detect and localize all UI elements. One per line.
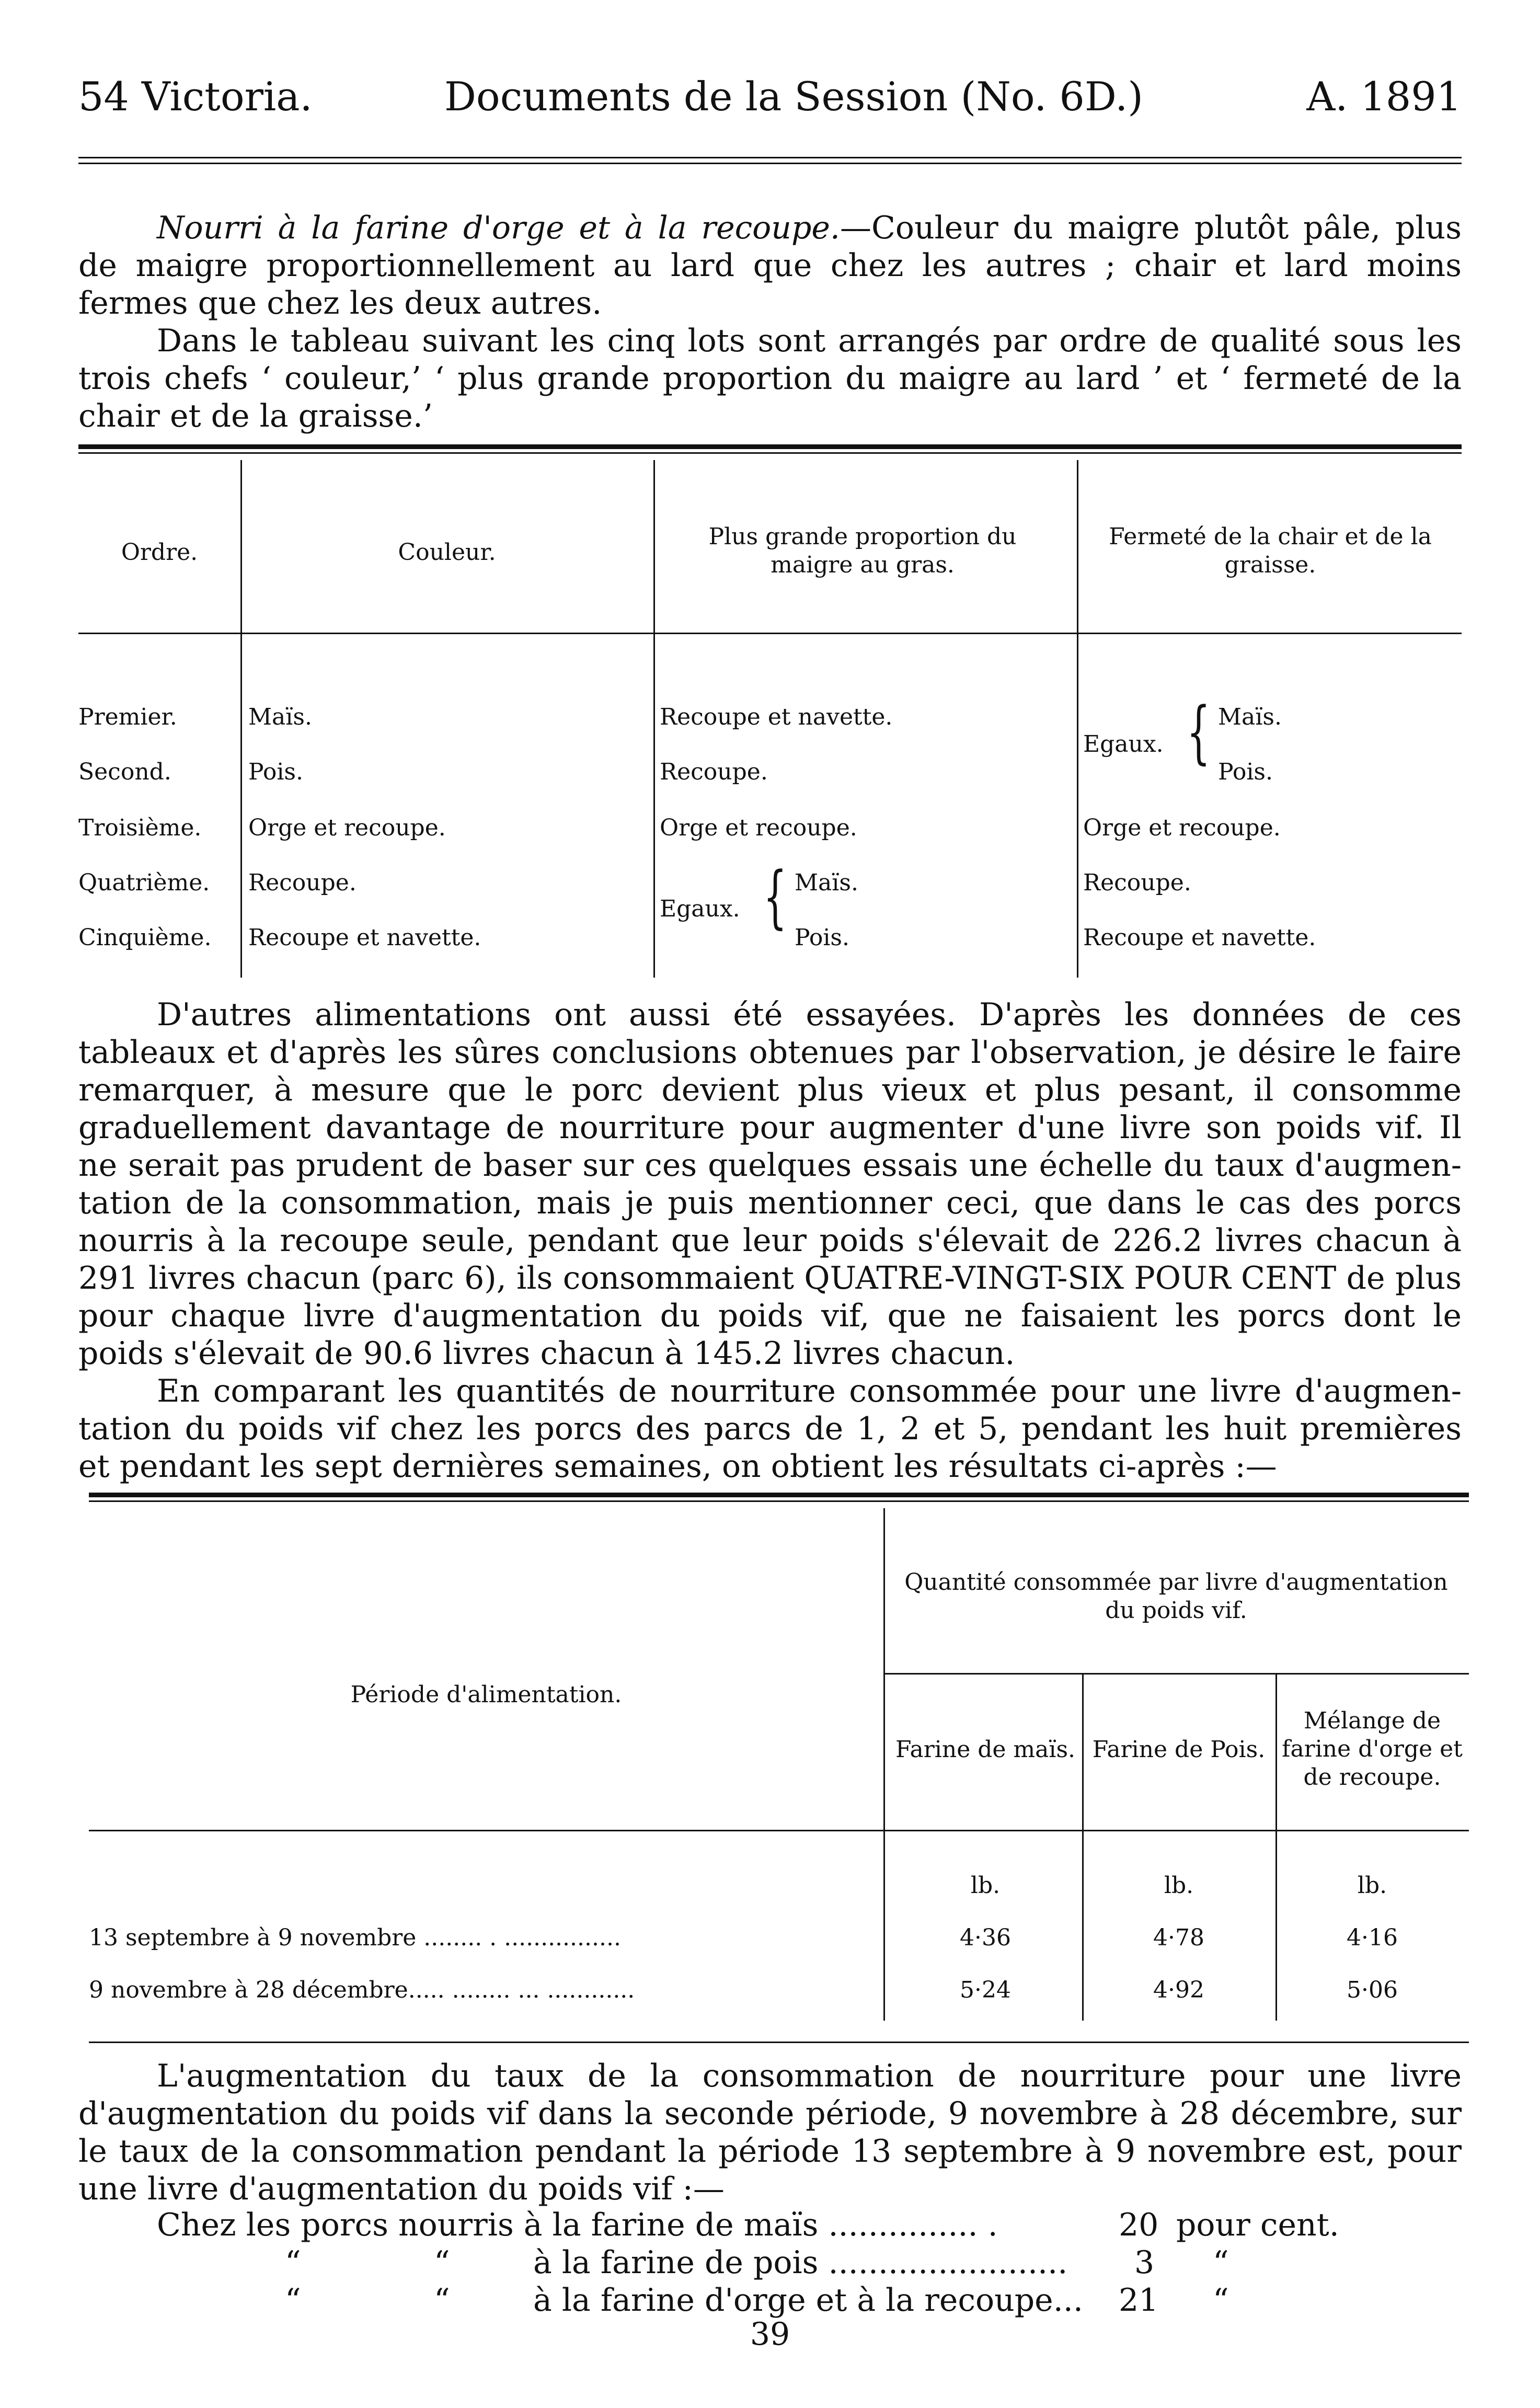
body-line: ne serait pas prudent de baser sur ces quelques essais une échelle du taux d'augmen- (78, 1147, 1462, 1184)
ditto-mark: “ (285, 2282, 301, 2319)
body-line: remarquer, à mesure que le porc devient plus vieux et plus pesant, il consomme (78, 1072, 1462, 1108)
table-cell: Orge et recoupe. (660, 815, 857, 841)
column-header-mais: Farine de maïs. (895, 1736, 1076, 1763)
table-cell: Orge et recoupe. (248, 815, 446, 841)
intro-paragraph-2 (78, 322, 1462, 435)
value-cell: 4·16 (1347, 1924, 1398, 1951)
list-unit: “ (1213, 2244, 1229, 2281)
list-label: Chez les porcs nourris à la farine de maïs (157, 2207, 819, 2243)
header-divider-rule (89, 1830, 1469, 1831)
egaux-item: Maïs. (795, 869, 858, 896)
body-line: pour chaque livre d'augmentation du poids vif, que ne faisaient les porcs dont le (78, 1298, 1462, 1334)
body-line: tableaux et d'après les sûres conclusions obtenues par l'observation, je désire le faire (78, 1034, 1462, 1071)
list-unit: pour cent. (1176, 2207, 1339, 2243)
unit-label: lb. (1164, 1872, 1194, 1899)
list-label: à la farine de pois (533, 2244, 819, 2281)
column-divider (240, 460, 242, 978)
table-cell: Recoupe et navette. (248, 924, 481, 951)
row-label: Premier. (78, 704, 177, 730)
intro-line: —Couleur du maigre plutôt pâle, plus (840, 210, 1462, 246)
row-label: Troisième. (78, 815, 202, 841)
header-center: Documents de la Session (No. 6D.) (444, 73, 1143, 120)
body-line: nourris à la recoupe seule, pendant que leur poids s'élevait de 226.2 livres chacun à (78, 1222, 1462, 1259)
column-divider (1082, 1673, 1084, 2021)
intro-line: chair et de la graisse.’ (78, 398, 433, 434)
closing-paragraph (78, 2057, 1462, 2208)
intro-line: trois chefs ‘ couleur,’ ‘ plus grande proportion du maigre au lard ’ et ‘ fermeté de la (78, 360, 1462, 397)
column-divider (1077, 460, 1078, 978)
period-label: 13 septembre à 9 novembre ........ . ................ (89, 1924, 621, 1951)
list-value: 21 (1119, 2282, 1159, 2319)
header-right: A. 1891 (1306, 73, 1462, 120)
table-cell: Recoupe et navette. (660, 704, 893, 730)
table-cell: Recoupe et navette. (1083, 924, 1316, 951)
column-header-melange: Mélange de farine d'orge et de recoupe. (1282, 1707, 1463, 1791)
column-header-proportion: Plus grande proportion du maigre au gras. (708, 523, 1017, 578)
column-header-fermete: Fermeté de la chair et de la graisse. (1109, 523, 1432, 578)
curly-brace: { (1187, 692, 1211, 772)
table-top-rule (89, 1493, 1469, 1502)
row-label: Cinquième. (78, 924, 212, 951)
body-paragraph-comparison (78, 1372, 1462, 1485)
row-label: Quatrième. (78, 869, 210, 896)
egaux-label: Egaux. (660, 896, 740, 922)
table-cell: Pois. (248, 759, 303, 785)
table-cell: Recoupe. (248, 869, 357, 896)
body-line: D'autres alimentations ont aussi été essayées. D'après les données de ces (157, 996, 1462, 1033)
intro-line: fermes que chez les deux autres. (78, 285, 602, 322)
intro-paragraph-1 (78, 209, 1462, 322)
value-cell: 4·78 (1153, 1924, 1204, 1951)
list-value: 3 (1134, 2244, 1155, 2281)
egaux-item: Pois. (1218, 759, 1273, 785)
column-header-couleur: Couleur. (398, 539, 496, 566)
column-header-pois: Farine de Pois. (1092, 1736, 1266, 1763)
table-cell: Recoupe. (660, 759, 768, 785)
body-line: et pendant les sept dernières semaines, on obtient les résultats ci-après :— (78, 1448, 1277, 1485)
ditto-mark: “ (285, 2244, 301, 2281)
body-line: En comparant les quantités de nourriture consommée pour une livre d'augmen- (157, 1373, 1462, 1409)
column-header-period: Période d'alimentation. (350, 1681, 622, 1708)
list-unit: “ (1213, 2282, 1229, 2319)
body-line: tation de la consommation, mais je puis mentionner ceci, que dans le cas des porcs (78, 1185, 1462, 1221)
period-label: 9 novembre à 28 décembre..... ........ ... ............ (89, 1977, 635, 2003)
body-line: le taux de la consommation pendant la période 13 septembre à 9 novembre est, pour (78, 2133, 1462, 2170)
value-cell: 5·06 (1347, 1977, 1398, 2003)
intro-lead: Nourri à la farine d'orge et à la recoupe. (157, 210, 840, 246)
header-rule (78, 157, 1462, 164)
value-cell: 5·24 (960, 1977, 1011, 2003)
table-cell: Maïs. (248, 704, 312, 730)
list-value: 20 (1119, 2207, 1159, 2243)
table-cell: Orge et recoupe. (1083, 815, 1281, 841)
table-bottom-rule (89, 2042, 1469, 2043)
egaux-label: Egaux. (1083, 731, 1164, 758)
body-line: graduellement davantage de nourriture pour augmenter d'une livre son poids vif. Il (78, 1109, 1462, 1146)
body-line: L'augmentation du taux de la consommation de nourriture pour une livre (157, 2058, 1462, 2094)
column-divider (653, 460, 655, 978)
list-item: à la farine d'orge et à la recoupe... (533, 2282, 1083, 2319)
table-top-rule (78, 444, 1462, 454)
column-divider (883, 1508, 885, 2021)
list-item: à la farine de pois ........................ (533, 2244, 1068, 2281)
row-label: Second. (78, 759, 171, 785)
column-group-header: Quantité consommée par livre d'augmentation du poids vif. (904, 1569, 1448, 1624)
ditto-mark: “ (434, 2282, 450, 2319)
body-line: tation du poids vif chez les porcs des parcs de 1, 2 et 5, pendant les huit premières (78, 1411, 1462, 1447)
egaux-item: Maïs. (1218, 704, 1282, 730)
list-label: à la farine d'orge et à la recoupe (533, 2282, 1053, 2319)
unit-label: lb. (970, 1872, 1001, 1899)
column-header-ordre: Ordre. (121, 539, 198, 566)
egaux-item: Pois. (795, 924, 849, 951)
intro-line: Dans le tableau suivant les cinq lots sont arrangés par ordre de qualité sous les (157, 323, 1462, 359)
value-cell: 4·92 (1153, 1977, 1204, 2003)
page-number: 39 (750, 2316, 790, 2353)
period-label-text: 9 novembre à 28 décembre (89, 1977, 408, 2003)
value-cell: 4·36 (960, 1924, 1011, 1951)
body-line: une livre d'augmentation du poids vif :— (78, 2171, 725, 2207)
body-line: poids s'élevait de 90.6 livres chacun à 145.2 livres chacun. (78, 1335, 1015, 1372)
body-line: d'augmentation du poids vif dans la seconde période, 9 novembre à 28 décembre, sur (78, 2095, 1462, 2132)
body-paragraph-consumption (78, 996, 1462, 1372)
header-left: 54 Victoria. (78, 73, 313, 120)
period-label-text: 13 septembre à 9 novembre (89, 1924, 417, 1951)
ditto-mark: “ (434, 2244, 450, 2281)
body-line: 291 livres chacun (parc 6), ils consommaient QUATRE-VINGT-SIX POUR CENT de plus (78, 1260, 1462, 1297)
intro-line: de maigre proportionnellement au lard que chez les autres ; chair et lard moins (78, 247, 1462, 284)
list-item: Chez les porcs nourris à la farine de maïs ............... . (157, 2207, 998, 2243)
unit-label: lb. (1357, 1872, 1387, 1899)
header-divider-rule (78, 633, 1462, 634)
running-header (78, 73, 1462, 131)
curly-brace: { (763, 857, 787, 936)
group-header-rule (883, 1673, 1469, 1675)
table-cell: Recoupe. (1083, 869, 1191, 896)
